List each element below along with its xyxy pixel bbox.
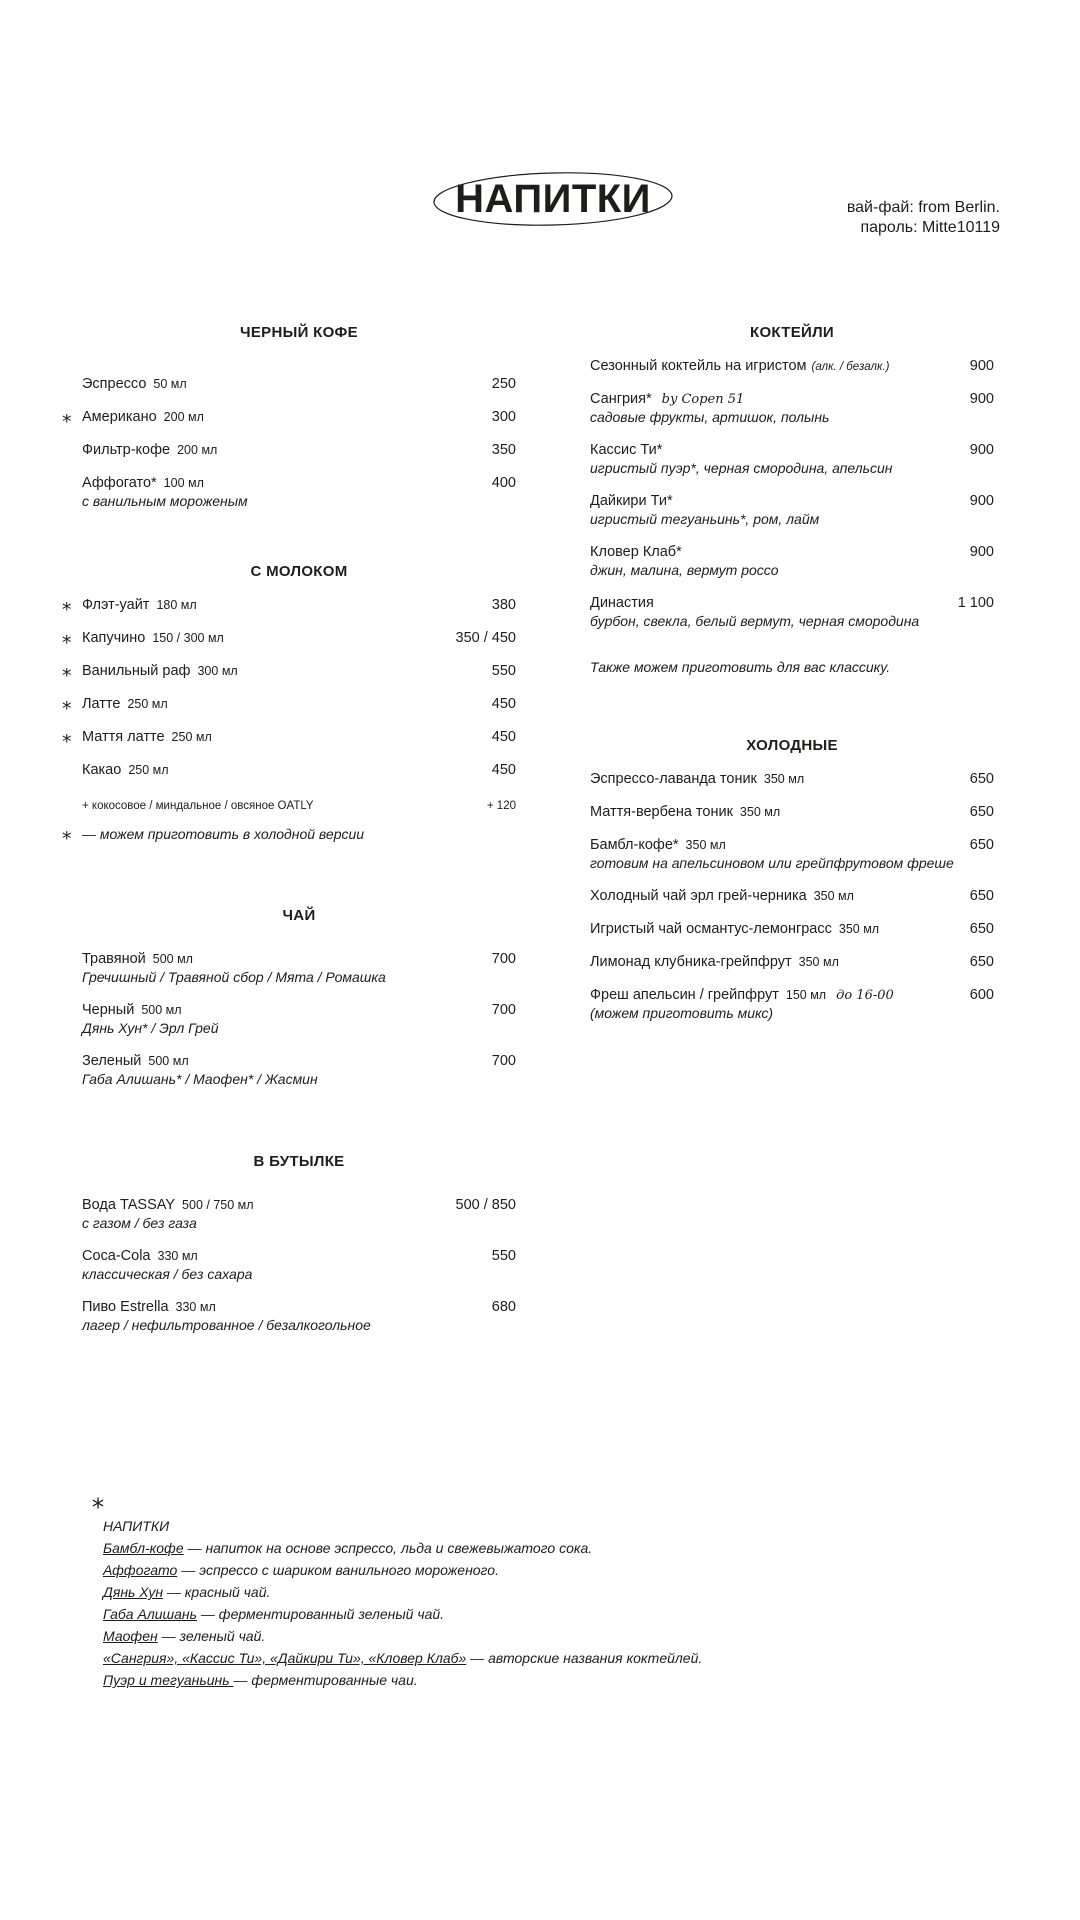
item-description: игристый пуэр*, черная смородина, апельсин [590,460,893,476]
item-name: Какао [82,762,122,778]
item-info [82,762,169,778]
glossary-entry [103,1559,803,1581]
menu-item [62,594,516,615]
wifi-password: пароль: Mitte10119 [860,219,1000,236]
item-volume: 500 мл [148,1054,189,1068]
glossary-term: Бамбл-кофе [103,1540,184,1556]
item-price: 450 [491,762,516,778]
item-price: 650 [969,771,994,787]
item-info [62,660,238,681]
item-info [590,888,854,904]
star-icon: ⁎ [62,660,72,681]
item-name: Аффогато* [82,475,157,491]
glossary-definition: — ферментированный зеленый чай. [196,1606,445,1622]
glossary-definition: — эспрессо с шариком ванильного мороженого. [177,1562,499,1578]
section-cold [590,737,994,1021]
items [590,358,994,629]
cold-note-text: — можем приготовить в холодной версии [82,826,365,842]
item-name: Зеленый [82,1053,142,1069]
item-price: 650 [969,954,994,970]
glossary-term: Аффогато [103,1562,178,1578]
item-description: (можем приготовить микс) [590,1005,774,1021]
item-description: Гречишный / Травяной сбор / Мята / Ромашка [82,969,386,985]
glossary-entry [103,1669,803,1691]
item-price: 650 [969,921,994,937]
section-black-coffee [62,324,516,509]
item-description: Дянь Хун* / Эрл Грей [82,1020,219,1036]
item-info [590,804,780,820]
menu-item [82,442,516,458]
item-volume: 500 мл [141,1003,182,1017]
glossary-term: Габа Алишань [103,1606,197,1622]
item-name: Эспрессо-лаванда тоник [590,771,757,787]
item-info [590,837,954,871]
menu-item [590,954,994,970]
item-info [62,406,204,427]
item-info [590,771,804,787]
item-price: 550 [491,663,516,679]
star-icon: ⁎ [62,406,72,427]
milk-addon-price: + 120 [486,800,516,812]
item-volume: 500 мл [152,952,193,966]
glossary-term: Маофен [103,1628,158,1644]
item-description: бурбон, свекла, белый вермут, черная смородина [590,613,920,629]
item-price: 450 [491,729,516,745]
item-info [590,442,893,476]
glossary-term: «Сангрия», «Кассис Ти», «Дайкири Ти», «Кловер Клаб» [103,1650,467,1666]
item-name: Маття-вербена тоник [590,804,733,820]
item-name: Черный [82,1002,135,1018]
glossary-entry [103,1625,803,1647]
page-title: НАПИТКИ [455,177,651,221]
glossary-title: НАПИТКИ [103,1518,170,1534]
menu-item [62,660,516,681]
item-name: Фильтр-кофе [82,442,171,458]
item-price: 600 [969,987,994,1003]
item-info [590,493,819,527]
item-price: 900 [969,442,994,458]
menu-item [590,921,994,937]
item-price: 500 / 850 [455,1197,516,1213]
item-description: Габа Алишань* / Маофен* / Жасмин [82,1071,318,1087]
handwritten-note: до 16-00 [836,988,894,1003]
item-info [82,1053,318,1087]
item-volume: 250 мл [128,763,169,777]
menu-item [82,762,516,778]
star-icon: ⁎ [62,823,72,844]
item-volume: 350 мл [838,922,880,936]
item-info [82,1248,252,1282]
section-title: КОКТЕЙЛИ [749,324,834,341]
item-price: 350 [491,442,516,458]
item-info [82,951,386,985]
section-title: С МОЛОКОМ [250,563,348,580]
star-icon: ⁎ [62,594,72,615]
item-volume: 300 мл [197,664,238,678]
menu-item [62,627,516,648]
item-info [590,595,919,629]
items [82,951,516,1087]
item-name: Эспрессо [82,376,147,392]
item-info [82,1299,371,1333]
item-volume: 100 мл [163,476,204,490]
item-price: 900 [969,391,994,407]
milk-addon-row [82,800,516,812]
item-name: Кассис Ти* [590,442,663,458]
star-icon: ⁎ [62,693,72,714]
item-name: Вода TASSAY [82,1197,176,1213]
item-info [590,987,894,1021]
item-info [82,1002,218,1036]
menu-item [82,951,516,985]
menu-item [590,771,994,787]
item-name: Кловер Клаб* [590,544,682,560]
section-milk [62,563,516,844]
menu-item [590,493,994,527]
item-description: готовим на апельсиновом или грейпфрутовом фреше [590,855,954,871]
item-volume: 250 мл [127,697,168,711]
wifi-network: вай-фай: from Berlin. [846,199,1000,216]
cold-version-note [62,823,516,844]
glossary-entry [103,1647,803,1669]
item-description: классическая / без сахара [82,1266,253,1282]
section-title: ХОЛОДНЫЕ [746,737,838,754]
menu-item [82,1197,516,1231]
item-info [62,726,212,747]
item-name: Маття латте [82,729,165,745]
item-name: Бамбл-кофе* [590,837,679,853]
item-price: 700 [491,1002,516,1018]
item-name: Латте [82,696,121,712]
item-name: Династия [590,595,654,611]
item-price: 1 100 [957,595,994,611]
item-info [62,693,168,714]
item-name: Травяной [82,951,146,967]
item-name: Флэт-уайт [82,597,150,613]
classic-note: Также можем приготовить для вас классику. [590,659,891,675]
item-volume: 500 / 750 мл [182,1198,254,1212]
title-block [432,168,674,230]
item-volume: 150 мл [785,988,827,1002]
glossary-definition: — красный чай. [163,1584,271,1600]
item-name: Капучино [82,630,146,646]
menu-item [82,1299,516,1333]
item-info [62,594,197,615]
item-volume: 200 мл [177,443,218,457]
item-price: 380 [491,597,516,613]
item-description: с газом / без газа [82,1215,197,1231]
item-volume: 350 мл [813,889,854,903]
item-name: Пиво Estrella [82,1299,169,1315]
item-price: 900 [969,358,994,374]
item-price: 680 [491,1299,516,1315]
wifi-info [847,198,1000,238]
item-volume: 350 мл [763,772,805,786]
section-title: ЧЕРНЫЙ КОФЕ [240,324,358,341]
item-volume: 250 мл [171,730,212,744]
items [82,1197,516,1333]
item-name: Coca-Cola [82,1248,151,1264]
item-name: Сангрия* [590,391,652,407]
item-price: 400 [491,475,516,491]
glossary-entries [103,1537,803,1691]
item-price: 650 [969,888,994,904]
menu-item [590,595,994,629]
item-price: 650 [969,804,994,820]
menu-item [590,442,994,476]
items [62,376,516,509]
item-volume: 350 мл [685,838,726,852]
item-description: лагер / нефильтрованное / безалкогольное [82,1317,371,1333]
item-name: Американо [82,409,157,425]
menu-item [82,475,516,509]
item-info [82,1197,254,1231]
menu-item [62,693,516,714]
item-name: Сезонный коктейль на игристом [590,358,807,374]
item-info [82,376,187,392]
item-info [590,544,779,578]
glossary [103,1515,803,1691]
item-volume: 200 мл [163,410,204,424]
item-info [82,475,248,509]
glossary-entry [103,1537,803,1559]
menu-item [590,837,994,871]
menu-item [62,406,516,427]
item-description: с ванильным мороженым [82,493,248,509]
item-info [590,391,829,425]
item-info [590,921,879,937]
item-price: 650 [969,837,994,853]
item-price: 300 [491,409,516,425]
item-price: 550 [491,1248,516,1264]
item-volume: 350 мл [739,805,781,819]
section-cocktails [590,324,994,675]
item-price: 700 [491,1053,516,1069]
item-name: Ванильный раф [82,663,191,679]
item-price: 350 / 450 [455,630,516,646]
items [590,771,994,1021]
item-info [590,954,839,970]
item-volume: 330 мл [175,1300,216,1314]
item-volume: 150 / 300 мл [152,631,224,645]
menu-item [590,888,994,904]
menu-item [590,987,994,1021]
menu-item [590,391,994,425]
menu-item [82,1053,516,1087]
menu-item [82,376,516,392]
section-bottle [82,1153,516,1333]
item-volume: 350 мл [798,955,839,969]
item-name: Игристый чай османтус-лемонграсс [590,921,832,937]
star-icon: ⁎ [62,627,72,648]
milk-addon-label: + кокосовое / миндальное / овсяное OATLY [82,800,314,812]
glossary-definition: — авторские названия коктейлей. [466,1650,703,1666]
handwritten-note: by Copen 51 [661,392,745,407]
item-info [82,442,217,458]
item-price: 900 [969,544,994,560]
star-icon: ⁎ [62,726,72,747]
item-description: игристый тегуаньинь*, ром, лайм [590,511,820,527]
menu-item [82,1002,516,1036]
glossary-definition: — ферментированные чаи. [233,1672,418,1688]
glossary-definition: — зеленый чай. [157,1628,266,1644]
glossary-term: Дянь Хун [103,1584,164,1600]
item-price: 900 [969,493,994,509]
menu-item [590,804,994,820]
item-price: 700 [491,951,516,967]
item-name: Холодный чай эрл грей-черника [590,888,807,904]
item-volume: 180 мл [156,598,197,612]
item-info [62,627,224,648]
glossary-entry [103,1581,803,1603]
item-price: 450 [491,696,516,712]
item-name: Лимонад клубника-грейпфрут [590,954,792,970]
right-column [590,324,994,1021]
items [62,594,516,778]
item-note: (алк. / безалк.) [811,361,890,373]
item-price: 250 [491,376,516,392]
menu-item [590,358,994,374]
glossary-definition: — напиток на основе эспрессо, льда и свежевыжатого сока. [183,1540,593,1556]
menu-item [82,1248,516,1282]
item-description: джин, малина, вермут россо [590,562,779,578]
section-title: В БУТЫЛКЕ [253,1153,345,1170]
item-name: Дайкири Ти* [590,493,673,509]
item-info [590,358,889,374]
section-tea [82,907,516,1087]
left-column [62,324,516,1333]
star-icon: ⁎ [92,1487,104,1514]
item-volume: 330 мл [157,1249,198,1263]
section-title: ЧАЙ [282,907,316,924]
item-name: Фреш апельсин / грейпфрут [590,987,779,1003]
item-volume: 50 мл [153,377,187,391]
glossary-term: Пуэр и тегуаньинь [103,1672,234,1688]
glossary-entry [103,1603,803,1625]
item-description: садовые фрукты, артишок, полынь [590,409,830,425]
menu-item [62,726,516,747]
menu-item [590,544,994,578]
